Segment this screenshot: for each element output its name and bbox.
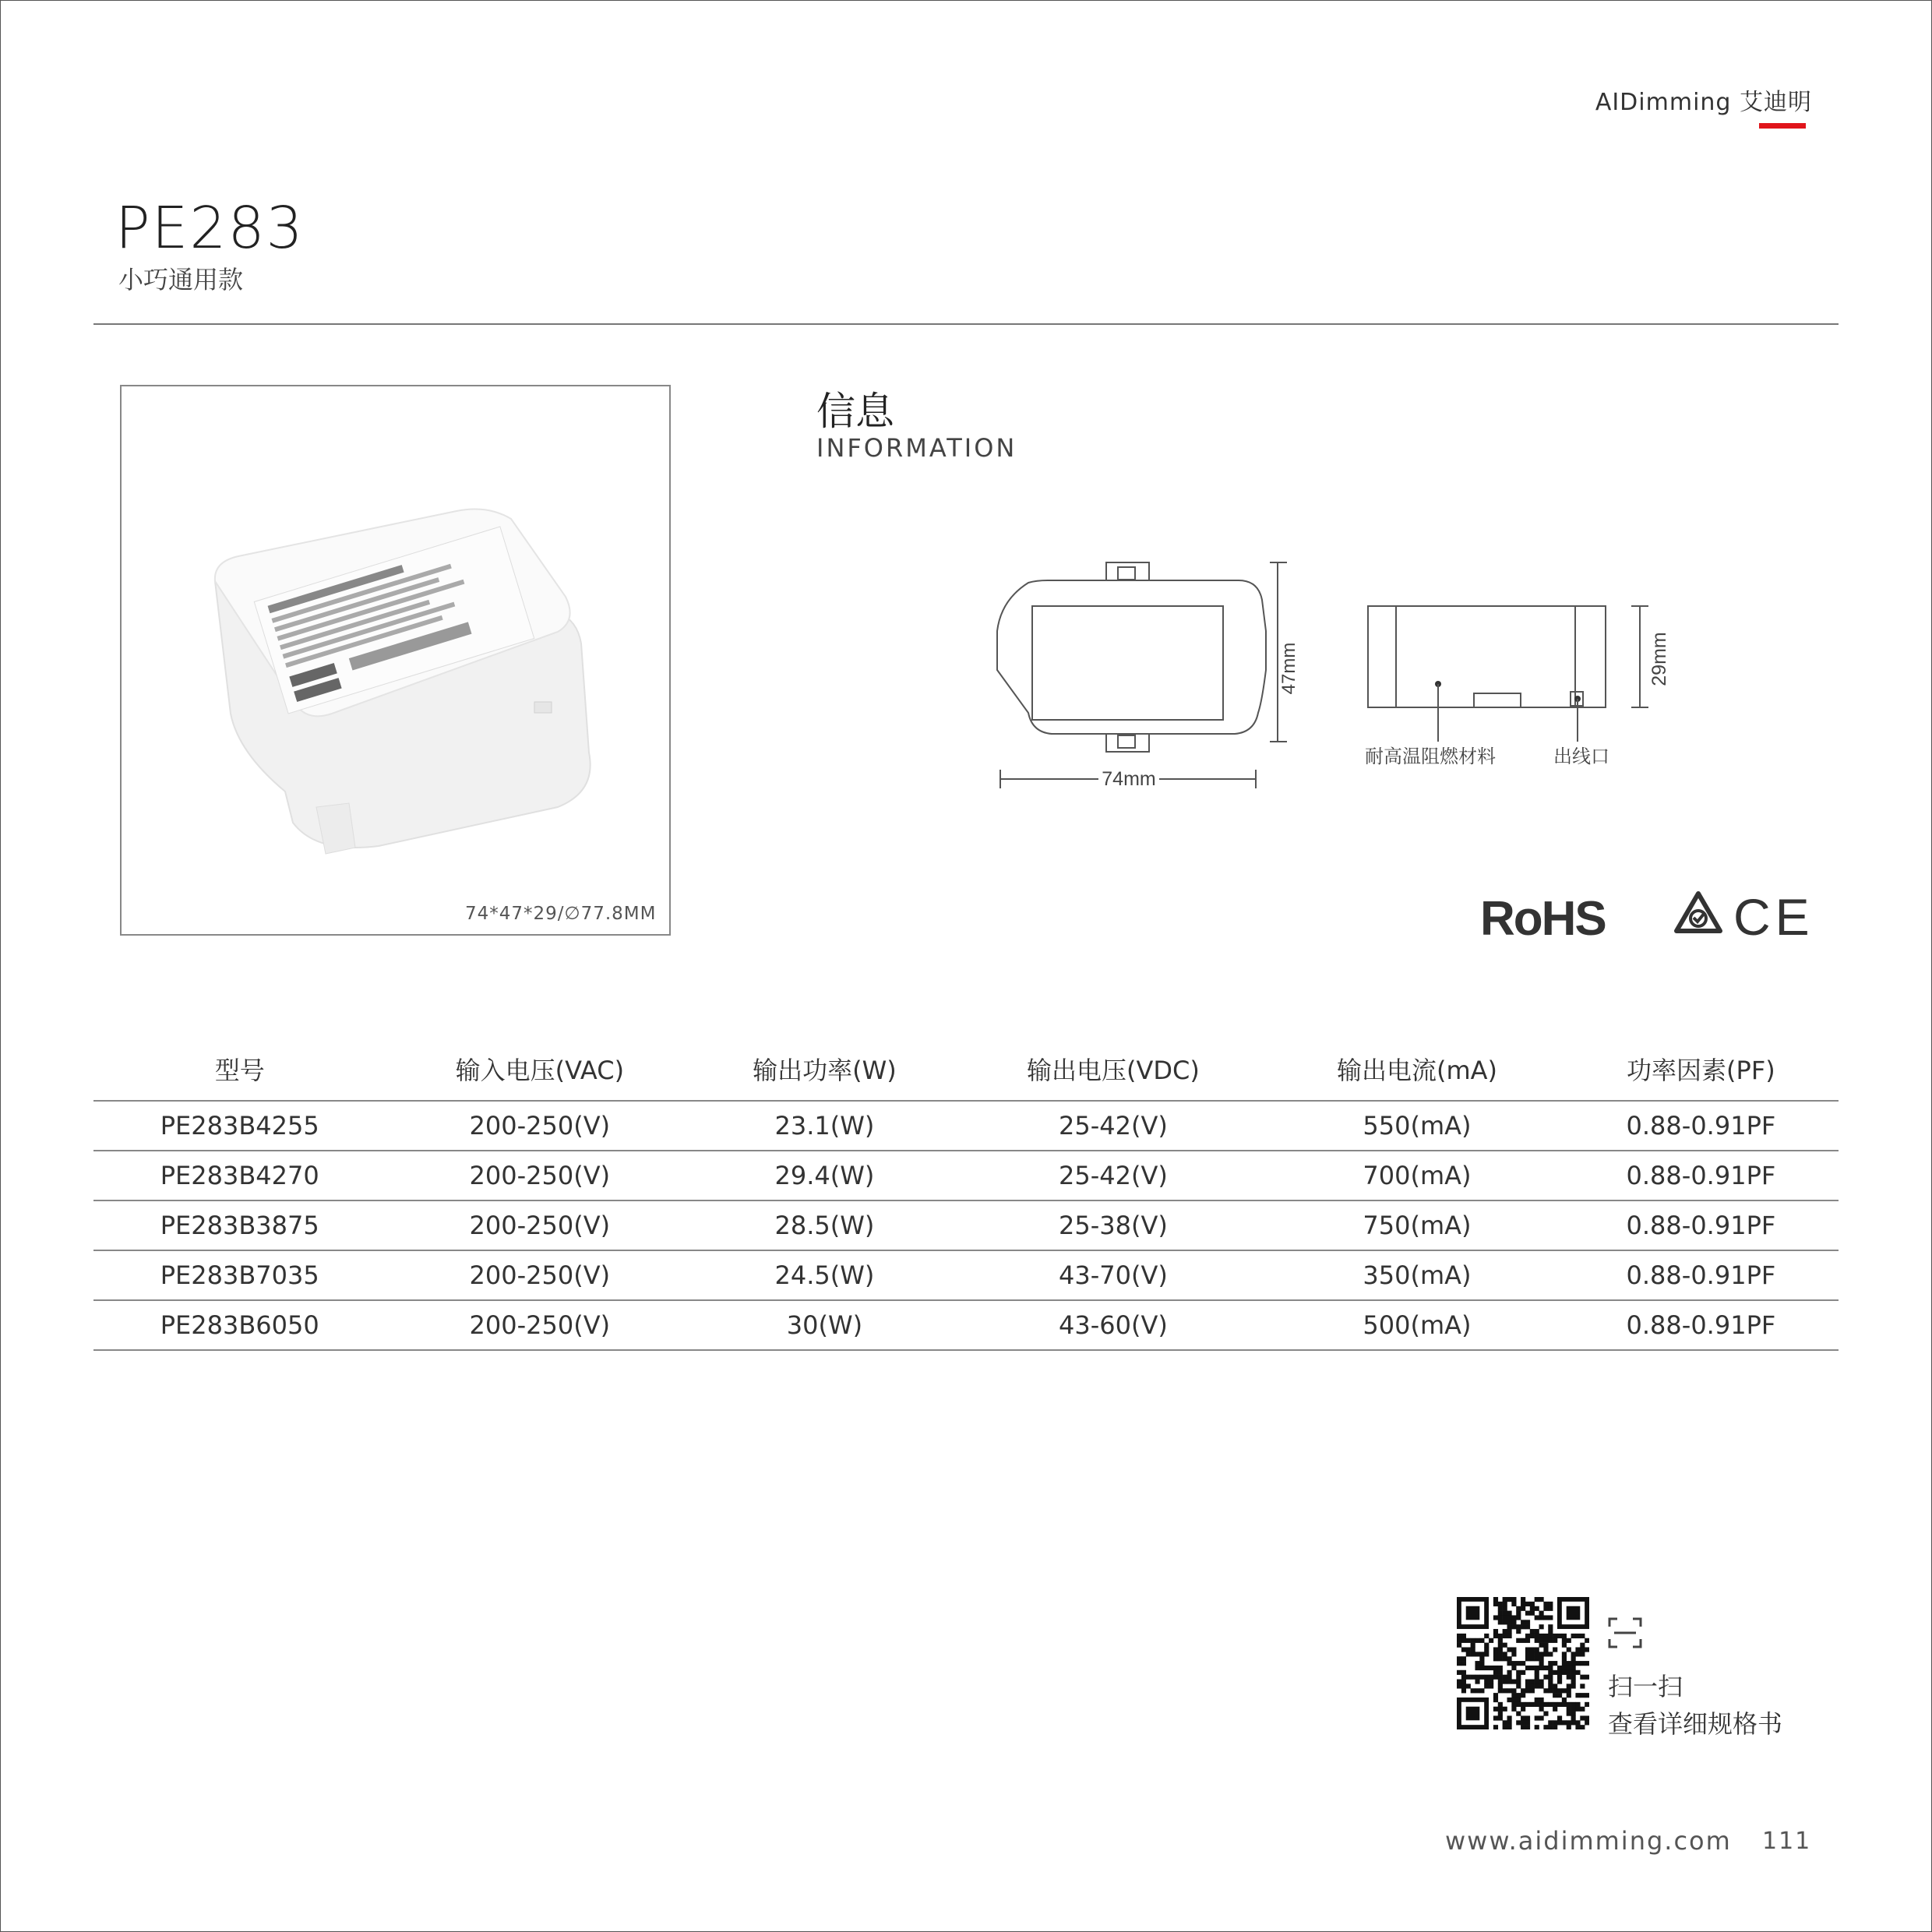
table-row — [93, 1151, 1839, 1200]
cell-model: PE283B6050 — [93, 1300, 386, 1350]
cell-output-current: 750(mA) — [1271, 1200, 1564, 1250]
photo-caption: 74*47*29/∅77.8MM — [465, 904, 657, 924]
outlet-callout: 出线口 — [1553, 746, 1609, 767]
cell-input-voltage: 200-250(V) — [386, 1200, 694, 1250]
depth-dimension-line — [1631, 606, 1648, 707]
cell-output-voltage: 25-38(V) — [956, 1200, 1271, 1250]
info-subheading: INFORMATION — [816, 433, 1017, 463]
cell-input-voltage: 200-250(V) — [386, 1250, 694, 1300]
col-output-current: 输出电流(mA) — [1271, 1044, 1564, 1101]
cell-input-voltage: 200-250(V) — [386, 1101, 694, 1151]
cell-output-current: 350(mA) — [1271, 1250, 1564, 1300]
rcm-icon — [1676, 894, 1720, 931]
cell-output-voltage: 43-60(V) — [956, 1300, 1271, 1350]
material-callout: 耐高温阻燃材料 — [1365, 746, 1496, 767]
qr-code[interactable] — [1457, 1597, 1589, 1733]
info-heading: 信息 — [816, 389, 894, 434]
col-input-voltage: 输入电压(VAC) — [386, 1044, 694, 1101]
qr-spec-label: 查看详细规格书 — [1608, 1709, 1783, 1739]
scan-icon — [1608, 1617, 1642, 1652]
header-divider — [93, 323, 1839, 325]
cell-output-voltage: 25-42(V) — [956, 1151, 1271, 1200]
cell-input-voltage: 200-250(V) — [386, 1151, 694, 1200]
qr-scan-label: 扫一扫 — [1608, 1672, 1683, 1701]
table-row — [93, 1300, 1839, 1350]
cell-model: PE283B3875 — [93, 1200, 386, 1250]
col-power-factor: 功率因素(PF) — [1564, 1044, 1839, 1101]
cell-model: PE283B7035 — [93, 1250, 386, 1300]
cell-output-power: 23.1(W) — [693, 1101, 956, 1151]
cell-output-current: 700(mA) — [1271, 1151, 1564, 1200]
height-dimension-label: 47mm — [1278, 642, 1299, 695]
qr-code-image[interactable] — [1457, 1597, 1589, 1729]
cell-input-voltage: 200-250(V) — [386, 1300, 694, 1350]
cell-output-voltage: 25-42(V) — [956, 1101, 1271, 1151]
led-driver-illustration — [122, 386, 669, 934]
col-output-power: 输出功率(W) — [693, 1044, 956, 1101]
cell-output-power: 29.4(W) — [693, 1151, 956, 1200]
page-subtitle: 小巧通用款 — [118, 265, 244, 294]
brand-logo: AIDimming 艾迪明 — [1595, 89, 1812, 116]
page-number: 111 — [1762, 1828, 1812, 1855]
website-link[interactable]: www.aidimming.com — [1445, 1826, 1732, 1856]
rohs-mark: RoHS — [1480, 892, 1606, 946]
depth-dimension-label: 29mm — [1648, 632, 1670, 686]
cell-power-factor: 0.88-0.91PF — [1564, 1101, 1839, 1151]
spec-table — [93, 1044, 1839, 1351]
cell-power-factor: 0.88-0.91PF — [1564, 1300, 1839, 1350]
width-dimension-label: 74mm — [1102, 768, 1156, 790]
cell-model: PE283B4270 — [93, 1151, 386, 1200]
table-header-row — [93, 1044, 1839, 1101]
cell-output-power: 30(W) — [693, 1300, 956, 1350]
cell-output-current: 550(mA) — [1271, 1101, 1564, 1151]
cell-output-voltage: 43-70(V) — [956, 1250, 1271, 1300]
table-row — [93, 1250, 1839, 1300]
col-output-voltage: 输出电压(VDC) — [956, 1044, 1271, 1101]
certification-marks — [1472, 882, 1807, 955]
cell-power-factor: 0.88-0.91PF — [1564, 1200, 1839, 1250]
cell-power-factor: 0.88-0.91PF — [1564, 1151, 1839, 1200]
table-row — [93, 1200, 1839, 1250]
dimension-drawing — [989, 545, 1690, 806]
cell-output-current: 500(mA) — [1271, 1300, 1564, 1350]
product-photo — [120, 385, 671, 936]
cell-output-power: 24.5(W) — [693, 1250, 956, 1300]
col-model: 型号 — [93, 1044, 386, 1101]
cell-output-power: 28.5(W) — [693, 1200, 956, 1250]
dimension-drawing-svg — [989, 545, 1690, 802]
cell-power-factor: 0.88-0.91PF — [1564, 1250, 1839, 1300]
page-title: PE283 — [115, 195, 305, 262]
table-row — [93, 1101, 1839, 1151]
brand-accent-bar — [1759, 123, 1806, 129]
ce-mark: CE — [1733, 888, 1807, 946]
cell-model: PE283B4255 — [93, 1101, 386, 1151]
